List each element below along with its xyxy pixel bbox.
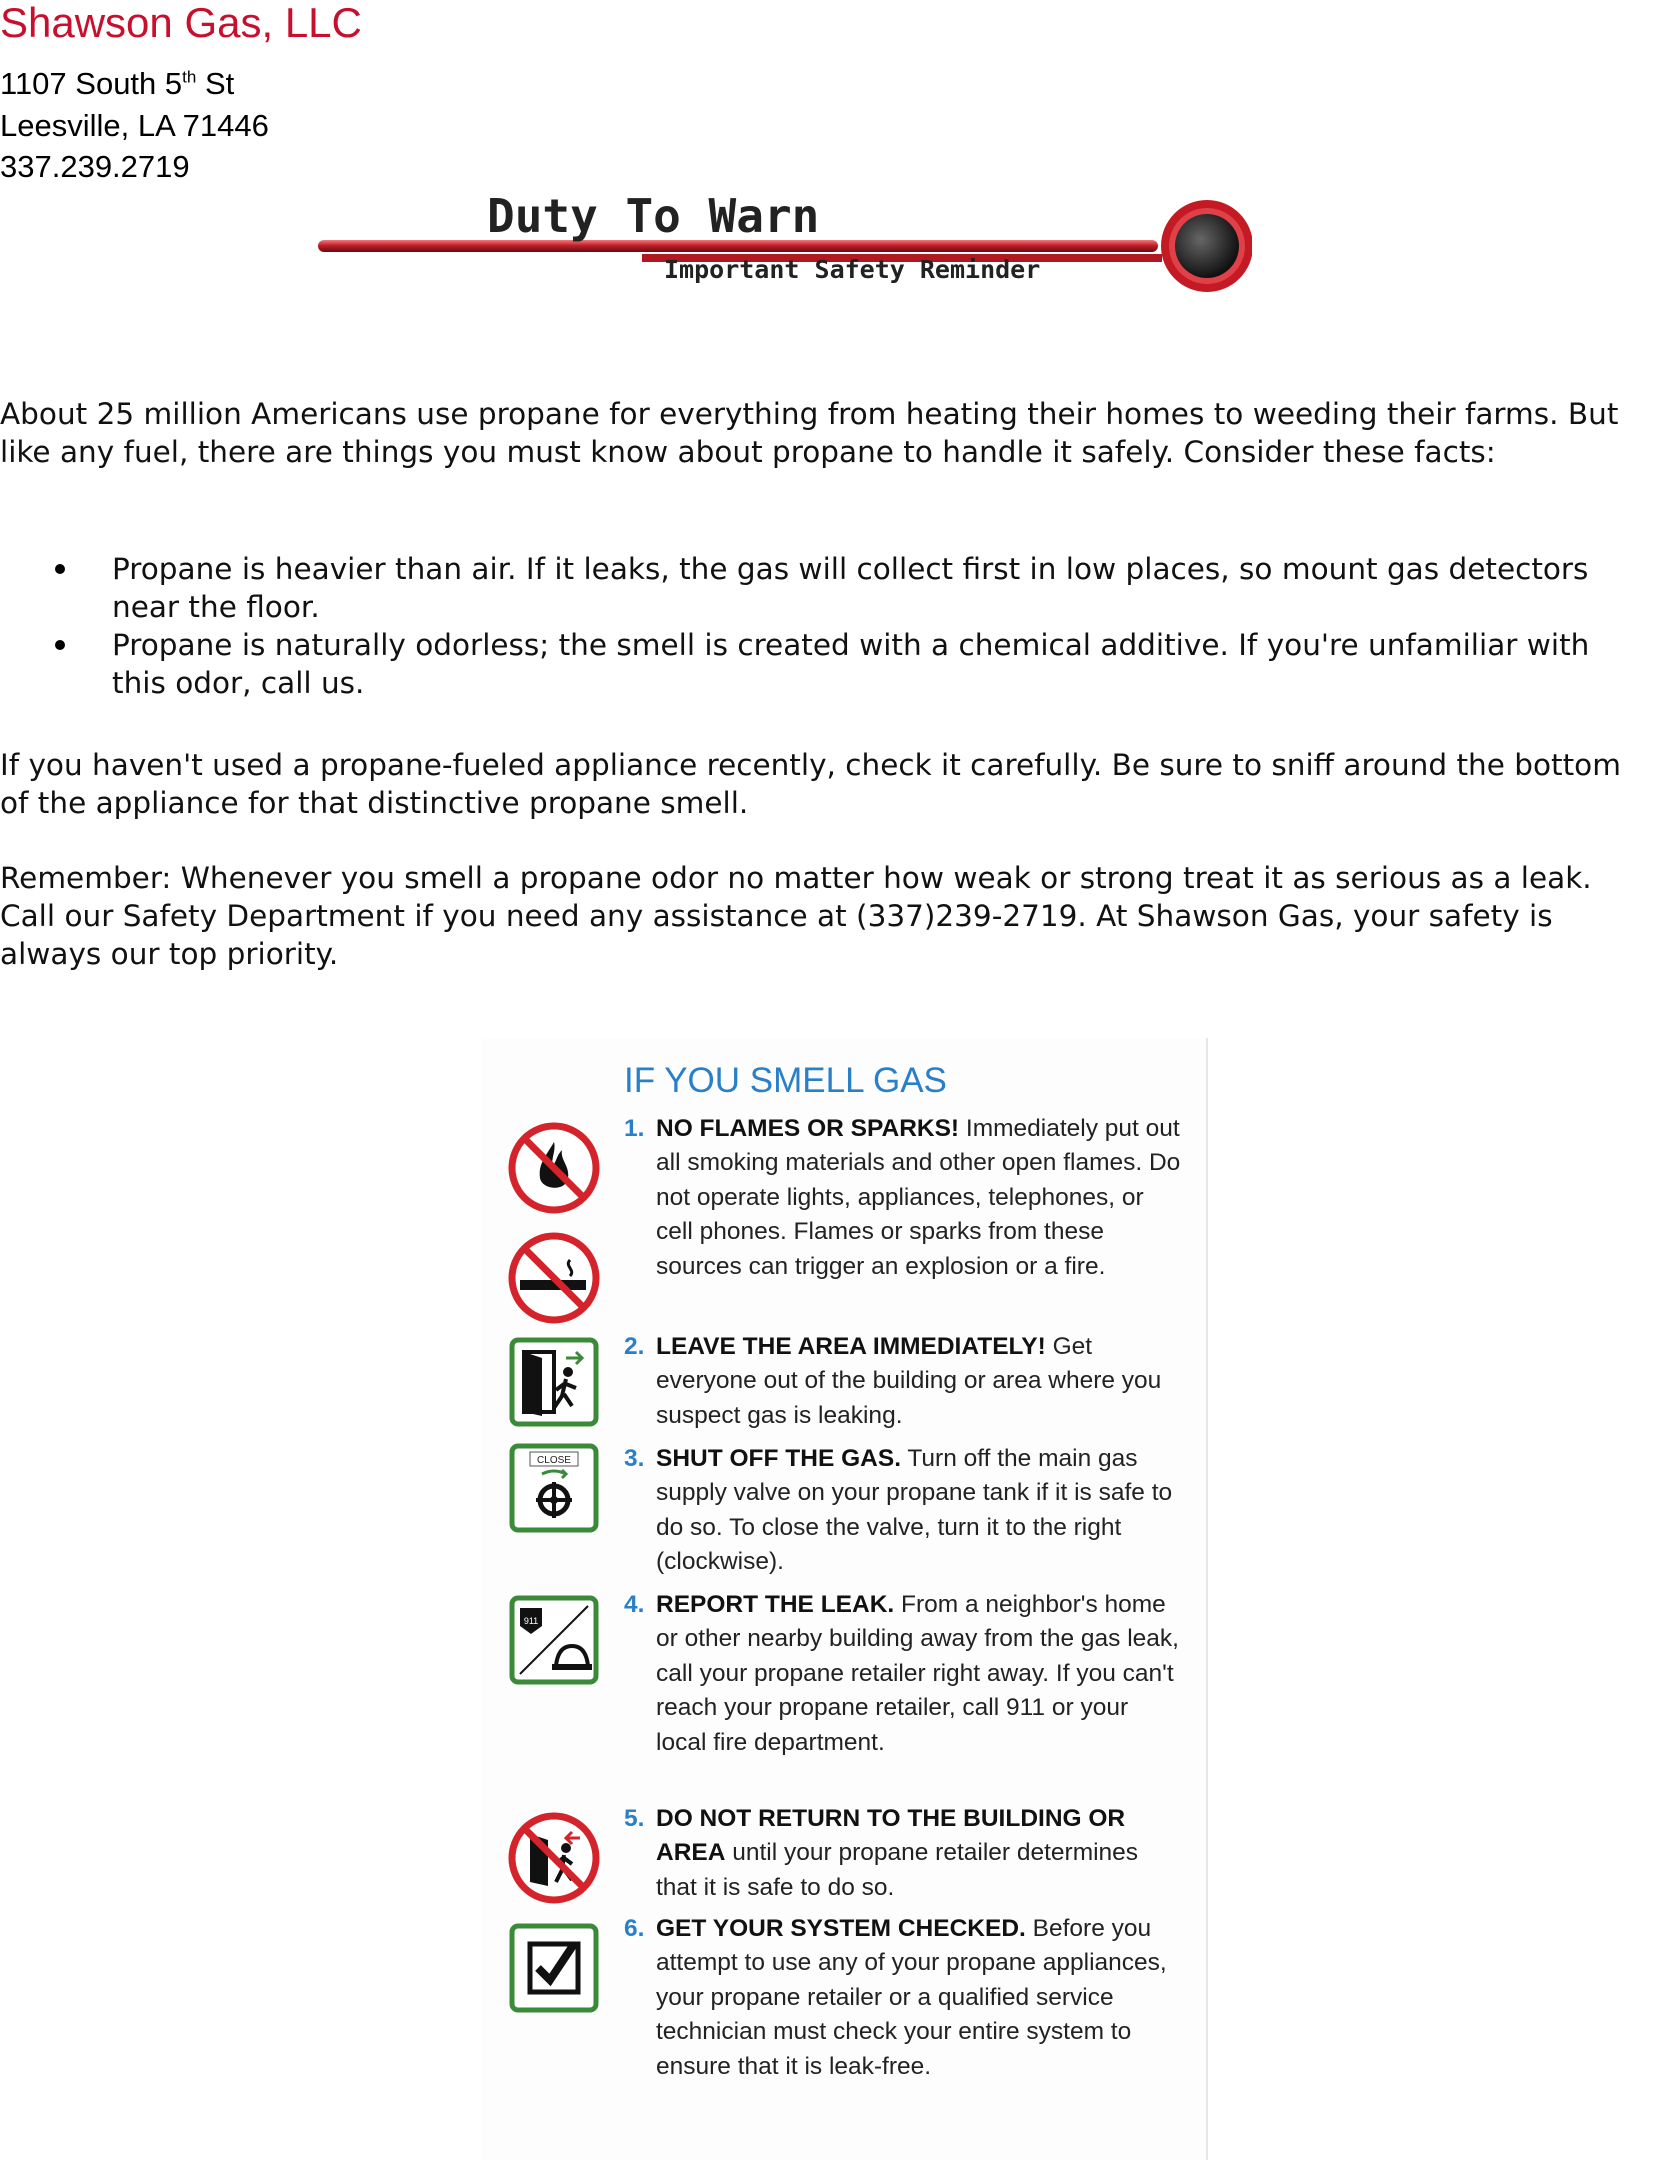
step-number: 5. bbox=[624, 1805, 645, 1832]
step-body: Get everyone out of the building or area where you suspect gas is leaking. bbox=[656, 1333, 1162, 1429]
no-flames-icon bbox=[506, 1120, 602, 1216]
step-heading: GET YOUR SYSTEM CHECKED. bbox=[656, 1915, 1026, 1942]
exit-door-icon bbox=[508, 1336, 600, 1428]
checkmark-icon bbox=[508, 1922, 600, 2014]
step-number: 2. bbox=[624, 1333, 645, 1360]
step-body: From a neighbor's home or other nearby building away from the gas leak, call your propane retailer right away. If you can't reach your propane retailer, call 911 or your local fire department. bbox=[656, 1591, 1179, 1756]
fact-text: Propane is heavier than air. If it leaks, the gas will collect first in low places, so mount gas detectors near the floor. bbox=[112, 552, 1589, 624]
phone-number: 337.239.2719 bbox=[0, 149, 190, 184]
step-body: until your propane retailer determines that it is safe to do so. bbox=[656, 1839, 1139, 1901]
company-name: Shawson Gas, LLC bbox=[0, 0, 362, 46]
duty-to-warn-banner bbox=[312, 190, 1252, 300]
no-smoking-icon bbox=[506, 1230, 602, 1326]
step-number: 3. bbox=[624, 1445, 645, 1472]
step-number: 4. bbox=[624, 1591, 645, 1618]
check-text: If you haven't used a propane-fueled appliance recently, check it carefully. Be sure to sniff around the bottom of the appliance for that distinctive propane smell. bbox=[0, 748, 1621, 820]
step-body: Turn off the main gas supply valve on your propane tank if it is safe to do so. To close the valve, turn it to the right (clockwise). bbox=[656, 1445, 1173, 1576]
banner-title: Duty To Warn bbox=[487, 190, 820, 243]
step-4 bbox=[624, 1588, 1184, 1760]
bullet-icon bbox=[55, 640, 65, 650]
intro-paragraph bbox=[0, 395, 1640, 471]
step-heading: NO FLAMES OR SPARKS! bbox=[656, 1115, 960, 1142]
step-heading: DO NOT RETURN TO THE BUILDING OR AREA bbox=[656, 1805, 1126, 1867]
list-item bbox=[0, 550, 1640, 626]
do-not-enter-icon bbox=[506, 1810, 602, 1906]
valve-close-icon bbox=[508, 1442, 600, 1534]
remember-paragraph bbox=[0, 859, 1640, 973]
address-line-1 bbox=[0, 68, 234, 99]
step-heading: REPORT THE LEAK. bbox=[656, 1591, 895, 1618]
badge-911-label: 911 bbox=[523, 1616, 539, 1626]
address-street-suffix: St bbox=[196, 66, 235, 101]
list-item bbox=[0, 626, 1640, 702]
emergency-911-icon bbox=[508, 1594, 600, 1686]
step-2 bbox=[624, 1330, 1184, 1433]
address-street: 1107 South 5 bbox=[0, 66, 183, 101]
if-you-smell-gas-panel bbox=[482, 1038, 1208, 2160]
step-5 bbox=[624, 1802, 1184, 1905]
remember-text: Remember: Whenever you smell a propane odor no matter how weak or strong treat it as serious as a leak. Call our Safety Department if you need any assistance at (337)239-2719. At Shawson Gas, your safety is always our top priority. bbox=[0, 861, 1592, 971]
step-body: Before you attempt to use any of your propane appliances, your propane retailer or a qualified service technician must check your entire system to ensure that it is leak-free. bbox=[656, 1915, 1167, 2080]
close-label: CLOSE bbox=[537, 1455, 571, 1466]
intro-text: About 25 million Americans use propane for everything from heating their homes to weeding their farms. But like any fuel, there are things you must know about propane to handle it safely. Consider these facts: bbox=[0, 397, 1619, 469]
check-paragraph bbox=[0, 746, 1640, 822]
address-line-2: Leesville, LA 71446 bbox=[0, 108, 269, 143]
step-heading: LEAVE THE AREA IMMEDIATELY! bbox=[656, 1333, 1046, 1360]
panel-title: IF YOU SMELL GAS bbox=[624, 1061, 947, 1100]
bullet-icon bbox=[55, 564, 65, 574]
step-3 bbox=[624, 1442, 1184, 1580]
address-ordinal: th bbox=[182, 67, 197, 87]
facts-list bbox=[0, 550, 1640, 702]
fact-text: Propane is naturally odorless; the smell is created with a chemical additive. If you're unfamiliar with this odor, call us. bbox=[112, 628, 1590, 700]
step-number: 1. bbox=[624, 1115, 645, 1142]
step-heading: SHUT OFF THE GAS. bbox=[656, 1445, 901, 1472]
banner-subtitle: Important Safety Reminder bbox=[664, 255, 1041, 284]
step-number: 6. bbox=[624, 1915, 645, 1942]
step-body: Immediately put out all smoking materials and other open flames. Do not operate lights, appliances, telephones, or cell phones. Flames or sparks from these sources can trigger an explosion or a fire. bbox=[656, 1115, 1181, 1280]
step-1 bbox=[624, 1112, 1184, 1284]
step-6 bbox=[624, 1912, 1184, 2084]
banner-ball bbox=[1175, 214, 1239, 278]
